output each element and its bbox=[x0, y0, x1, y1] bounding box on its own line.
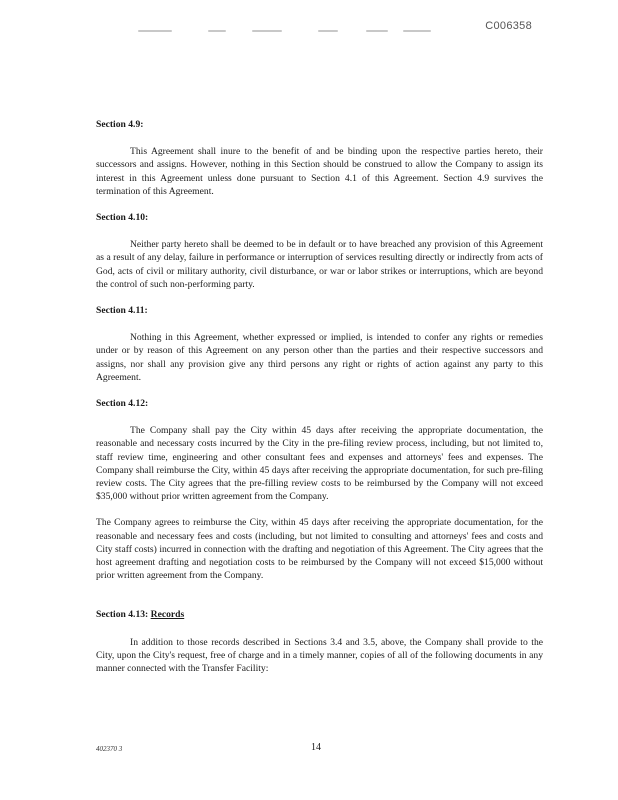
document-body bbox=[96, 118, 543, 675]
section-heading: Section 4.10: bbox=[96, 212, 149, 224]
faint-header-marks bbox=[138, 30, 468, 36]
header-mark bbox=[366, 30, 388, 32]
section-heading: Section 4.9: bbox=[96, 119, 144, 130]
bates-number: C006358 bbox=[485, 20, 532, 32]
section-paragraph: Neither party hereto shall be deemed to be in default or to have breached any provision of this Agreement as a result of any delay, failure in performance or interruption of services resulting directly or indirectly from acts of God, acts of civil or military authority, civil disturbance, or war or labor strikes or interruptions, which are beyond the control of such non-performing party. bbox=[96, 239, 543, 290]
section-heading bbox=[96, 608, 543, 621]
section-paragraph: In addition to those records described in Sections 3.4 and 3.5, above, the Company shall provide to the City, upon the City's request, free of charge and in a timely manner, copies of all of the following documents in any manner connected with the Transfer Facility: bbox=[96, 636, 543, 675]
page-number: 14 bbox=[311, 742, 321, 753]
section-paragraph: Nothing in this Agreement, whether expressed or implied, is intended to confer any rights or remedies under or by reason of this Agreement on any person other than the parties and their respective successors and assigns, nor shall any provision give any third persons any right or rights of action against any party to this Agreement. bbox=[96, 332, 543, 383]
header-mark bbox=[318, 30, 338, 32]
header-mark bbox=[252, 30, 282, 32]
section-paragraph: This Agreement shall inure to the benefit of and be binding upon the respective parties hereto, their successors and assigns. However, nothing in this Section should be construed to allow the Company to assign its interest in this Agreement unless done pursuant to Section 4.1 of this Agreement. Section 4.9 survives the termination of this Agreement. bbox=[96, 146, 543, 197]
section-heading-prefix: Section 4.13: bbox=[96, 609, 149, 621]
section-heading: Section 4.12: bbox=[96, 398, 149, 410]
section-heading: Section 4.11: bbox=[96, 305, 148, 317]
header-mark bbox=[403, 30, 431, 32]
section-heading-title: Records bbox=[150, 609, 185, 621]
header-mark bbox=[208, 30, 226, 32]
header-mark bbox=[138, 30, 172, 32]
footer-doc-ref: 402370 3 bbox=[96, 745, 123, 753]
section-paragraph: The Company agrees to reimburse the City, within 45 days after receiving the appropriate documentation, for the reasonable and necessary fees and costs (including, but not limited to consulting and attorneys' fees and costs and City staff costs) incurred in connection with the drafting and negotiation of this Agreement. The City agrees that the host agreement drafting and negotiation costs to be reimbursed by the Company will not exceed $15,000 without prior written agreement from the Company. bbox=[96, 517, 543, 582]
section-paragraph: The Company shall pay the City within 45 days after receiving the appropriate documentation, the reasonable and necessary costs incurred by the City in the pre-filing review process, including, but not limited to, staff review time, engineering and other consultant fees and expenses and attorneys' fees and expenses. The Company shall reimburse the City, within 45 days after receiving the appropriate documentation, for such pre-filing review costs. The City agrees that the pre-filling review costs to be reimbursed by the Company will not exceed $35,000 without prior written agreement from the Company. bbox=[96, 425, 543, 503]
